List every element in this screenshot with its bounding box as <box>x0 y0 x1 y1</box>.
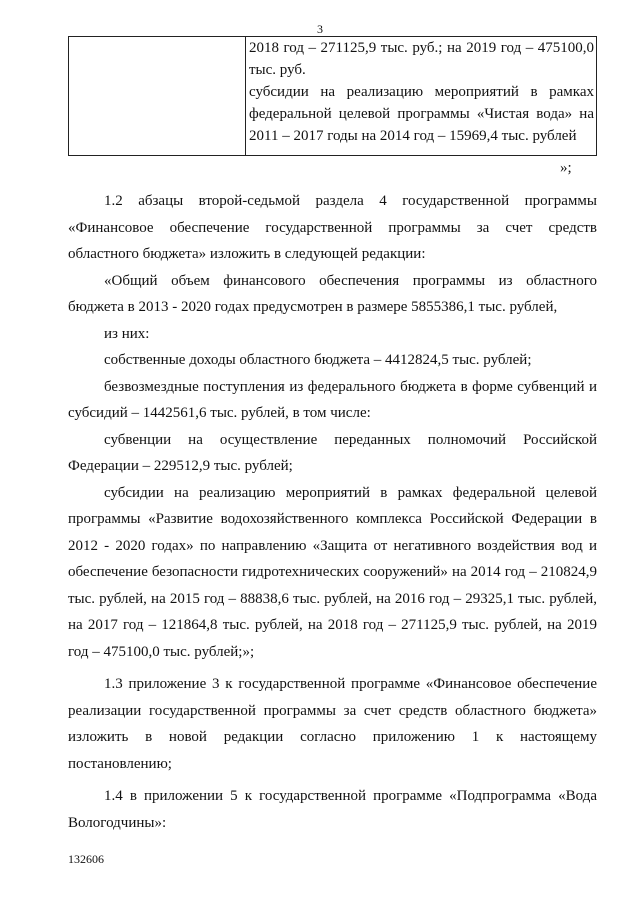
page-number: 3 <box>317 22 323 36</box>
table-right-cell <box>249 37 594 147</box>
paragraph-subventions: субвенции на осуществление переданных полномочий Российской Федерации – 229512,9 тыс. рублей; <box>68 431 597 474</box>
document-code: 132606 <box>68 852 104 866</box>
paragraph-own-income: собственные доходы областного бюджета – 4412824,5 тыс. рублей; <box>104 352 532 368</box>
table-cell-line: 2018 год – 271125,9 тыс. руб.; на 2019 год – 475100,0 тыс. руб. <box>249 40 594 78</box>
paragraph-of-them: из них: <box>104 325 150 342</box>
paragraph-federal-receipts: безвозмездные поступления из федерального бюджета в форме субвенций и субсидий – 1442561,6 тыс. рублей, в том числе: <box>68 378 597 421</box>
table-cell-line: субсидии на реализацию мероприятий в рамках федеральной целевой программы «Чистая вода» на 2011 – 2017 годы на 2014 год – 15969,4 тыс. рублей <box>249 84 594 144</box>
paragraph-1-2: 1.2 абзацы второй-седьмой раздела 4 государственной программы «Финансовое обеспечение государственной программы за счет средств областного бюджета» изложить в следующей редакции: <box>68 193 597 262</box>
table-column-divider <box>245 37 246 155</box>
closing-quote-mark: »; <box>560 160 572 176</box>
table-fragment <box>68 36 597 156</box>
paragraph-1-4: 1.4 в приложении 5 к государственной программе «Подпрограмма «Вода Вологодчины»: <box>68 788 597 831</box>
paragraph-1-3: 1.3 приложение 3 к государственной программе «Финансовое обеспечение реализации государственной программы за счет средств областного бюджета» изложить в новой редакции согласно приложению 1 к настоящему постановлению; <box>68 676 597 772</box>
document-body <box>68 188 597 836</box>
paragraph-total-volume: «Общий объем финансового обеспечения программы из областного бюджета в 2013 - 2020 годах предусмотрен в размере 5855386,1 тыс. рублей, <box>68 272 597 315</box>
paragraph-subsidies: субсидии на реализацию мероприятий в рамках федеральной целевой программы «Развитие водохозяйственного комплекса Российской Федерации в 2012 - 2020 годах» по направлению «Защита от негативного воздействия вод и обеспечение безопасности гидротехнических сооружений» на 2014 год – 210824,9 тыс. рублей, на 2015 год – 88838,6 тыс. рублей, на 2016 год – 29325,1 тыс. рублей, на 2017 год – 121864,8 тыс. рублей, на 2018 год – 271125,9 тыс. рублей, на 2019 год – 475100,0 тыс. рублей;»; <box>68 484 597 660</box>
